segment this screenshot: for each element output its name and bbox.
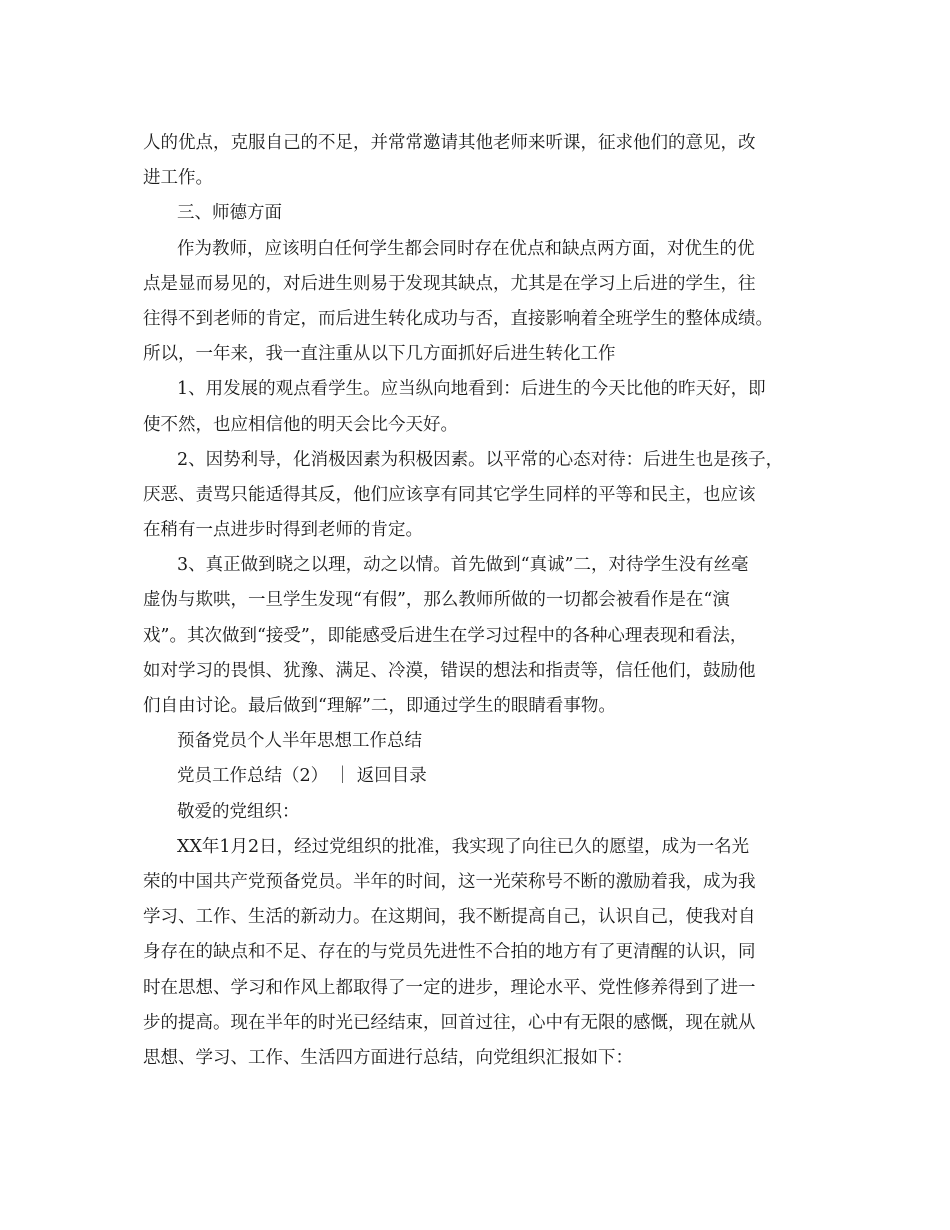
text-line: 步的提高。现在半年的时光已经结束，回首过往，心中有无限的感慨，现在就从: [143, 1012, 756, 1033]
text-line: 进工作。: [143, 168, 213, 189]
text-line: 虚伪与欺哄，一旦学生发现“有假”，那么教师所做的一切都会被看作是在“演: [143, 590, 730, 611]
text-line: 荣的中国共产党预备党员。半年的时间，这一光荣称号不断的激励着我，成为我: [143, 871, 756, 892]
text-line: 2、因势利导，化消极因素为积极因素。以平常的心态对待：后进生也是孩子，: [177, 449, 784, 470]
text-line: 身存在的缺点和不足、存在的与党员先进性不合拍的地方有了更清醒的认识，同: [143, 942, 756, 963]
text-line: 1、用发展的观点看学生。应当纵向地看到：后进生的今天比他的昨天好，即: [177, 379, 766, 400]
text-line: 三、师德方面: [177, 203, 282, 224]
text-line: 往得不到老师的肯定，而后进生转化成功与否，直接影响着全班学生的整体成绩。: [143, 308, 773, 329]
text-line: 作为教师，应该明白任何学生都会同时存在优点和缺点两方面，对优生的优: [177, 238, 755, 259]
text-line: 所以，一年来，我一直注重从以下几方面抓好后进生转化工作: [143, 344, 616, 365]
text-line: 思想、学习、工作、生活四方面进行总结，向党组织汇报如下：: [143, 1047, 633, 1068]
document-body: [143, 126, 813, 1076]
text-line: XX年1月2日，经过党组织的批准，我实现了向往已久的愿望，成为一名光: [177, 836, 750, 857]
text-line: 在稍有一点进步时得到老师的肯定。: [143, 520, 423, 541]
text-line: 如对学习的畏惧、犹豫、满足、冷漠，错误的想法和指责等，信任他们，鼓励他: [143, 660, 756, 681]
text-line: 3、真正做到晓之以理，动之以情。首先做到“真诚”二，对待学生没有丝毫: [177, 555, 749, 576]
text-line: 使不然，也应相信他的明天会比今天好。: [143, 414, 458, 435]
text-line: 敬爱的党组织：: [177, 801, 300, 822]
text-line: 预备党员个人半年思想工作总结: [177, 731, 422, 752]
text-line: 学习、工作、生活的新动力。在这期间，我不断提高自己，认识自己，使我对自: [143, 907, 756, 928]
text-line: 人的优点，克服自己的不足，并常常邀请其他老师来听课，征求他们的意见，改: [143, 133, 756, 153]
text-line: 厌恶、责骂只能适得其反，他们应该享有同其它学生同样的平等和民主，也应该: [143, 484, 756, 505]
text-line: 们自由讨论。最后做到“理解”二，即通过学生的眼睛看事物。: [143, 696, 616, 716]
text-line: 党员工作总结（2） ｜ 返回目录: [177, 766, 427, 787]
text-line: 戏”。其次做到“接受”，即能感受后进生在学习过程中的各种心理表现和看法，: [143, 625, 748, 646]
text-line: 时在思想、学习和作风上都取得了一定的进步，理论水平、党性修养得到了进一: [143, 977, 756, 998]
text-line: 点是显而易见的，对后进生则易于发现其缺点，尤其是在学习上后进的学生，往: [143, 273, 756, 294]
